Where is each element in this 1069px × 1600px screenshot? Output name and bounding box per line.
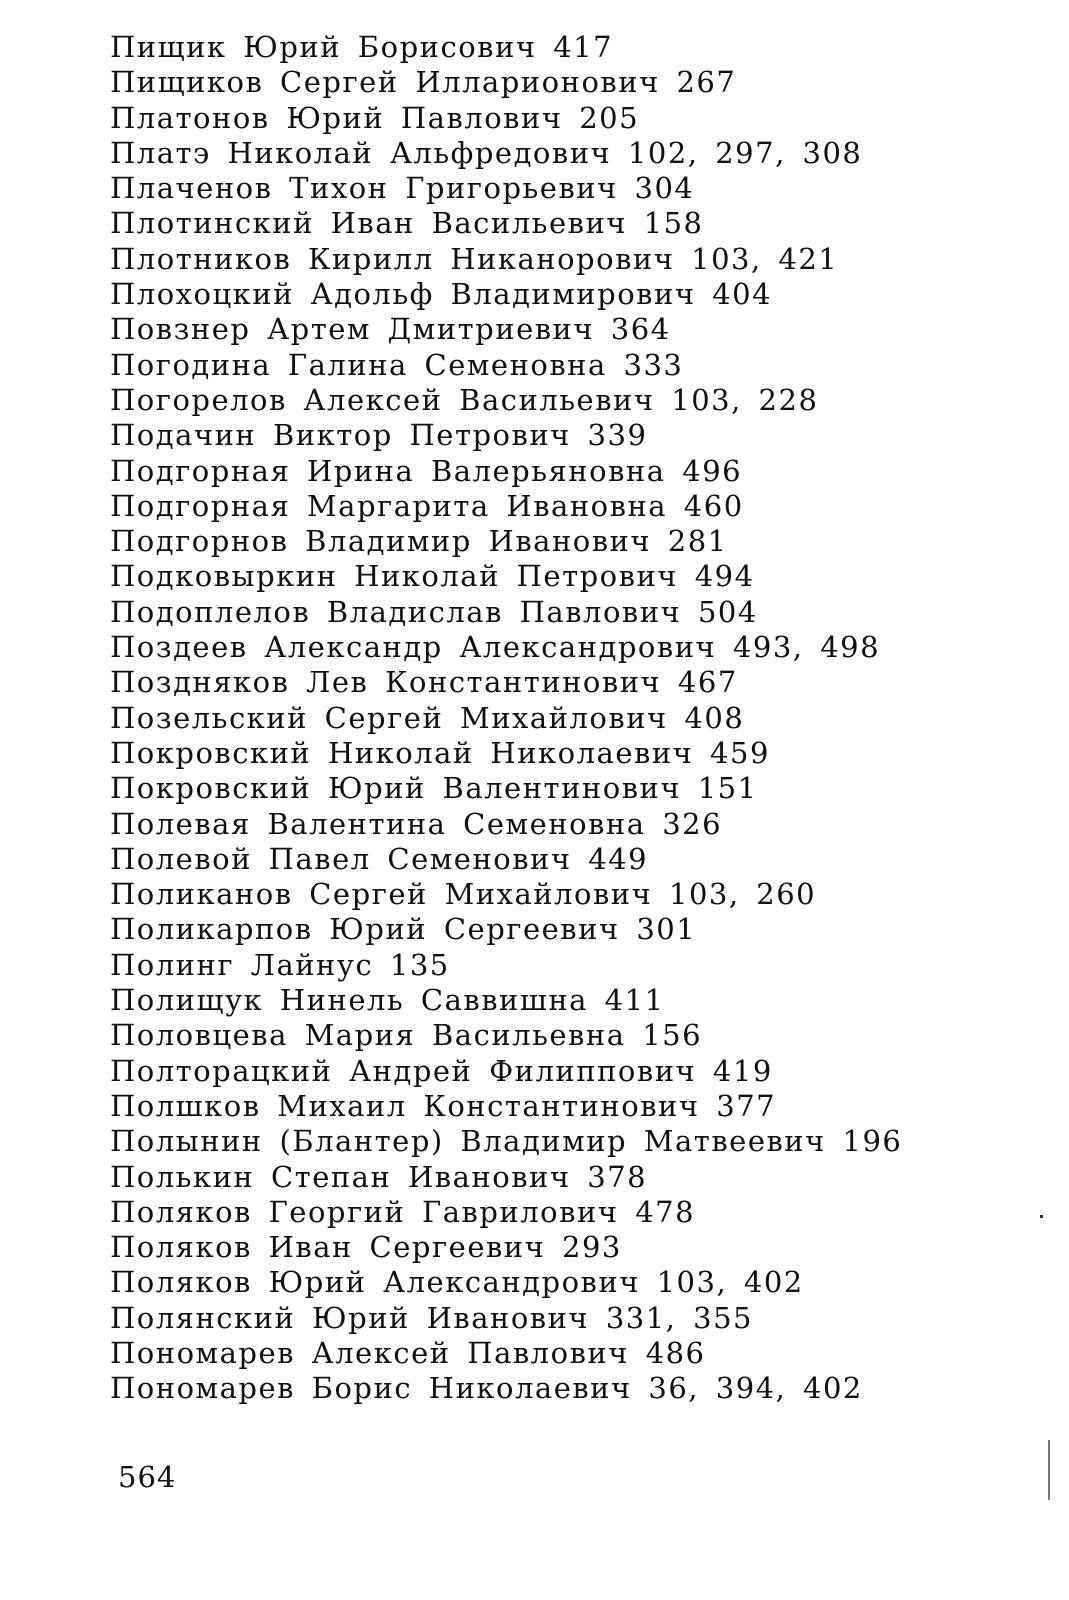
index-entry: Половцева Мария Васильевна 156 (110, 1018, 703, 1053)
index-entry: Покровский Юрий Валентинович 151 (110, 771, 758, 806)
index-entry: Поляков Иван Сергеевич 293 (110, 1230, 622, 1265)
scan-edge-line (1048, 1440, 1050, 1500)
index-entry: Полевая Валентина Семеновна 326 (110, 806, 723, 841)
index-entry: Пономарев Алексей Павлович 486 (110, 1335, 706, 1370)
index-entry: Плотников Кирилл Никанорович 103, 421 (110, 241, 839, 276)
index-entry: Полянский Юрий Иванович 331, 355 (110, 1300, 753, 1335)
index-entry: Плохоцкий Адольф Владимирович 404 (110, 277, 773, 312)
index-entry: Покровский Николай Николаевич 459 (110, 735, 770, 770)
index-entry: Пищик Юрий Борисович 417 (110, 30, 614, 64)
index-entry: Подоплелов Владислав Павлович 504 (110, 594, 758, 629)
index-entry: Поликарпов Юрий Сергеевич 301 (110, 912, 697, 947)
index-entry: Полшков Михаил Константинович 377 (110, 1088, 777, 1123)
index-entry: Подачин Виктор Петрович 339 (110, 418, 648, 453)
index-entry: Полькин Степан Иванович 378 (110, 1159, 648, 1194)
index-entry: Плаченов Тихон Григорьевич 304 (110, 171, 695, 206)
index-entry: Пищиков Сергей Илларионович 267 (110, 65, 737, 100)
index-entry: Поздняков Лев Константинович 467 (110, 665, 738, 700)
index-entry: Полинг Лайнус 135 (110, 947, 450, 982)
index-entry: Подгорная Ирина Валерьяновна 496 (110, 453, 743, 488)
index-entry: Повзнер Артем Дмитриевич 364 (110, 312, 671, 347)
index-entry: Поляков Юрий Александрович 103, 402 (110, 1265, 804, 1300)
index-entry: Подгорнов Владимир Иванович 281 (110, 524, 728, 559)
index-entry: Подгорная Маргарита Ивановна 460 (110, 488, 744, 523)
index-entry: Платэ Николай Альфредович 102, 297, 308 (110, 135, 863, 170)
index-entry: Полынин (Блантер) Владимир Матвеевич 196 (110, 1124, 903, 1159)
index-entry: Погодина Галина Семеновна 333 (110, 347, 684, 382)
name-index-list (110, 30, 1010, 1407)
index-entry: Платонов Юрий Павлович 205 (110, 100, 640, 135)
scan-speck (1040, 1215, 1043, 1218)
index-entry: Полторацкий Андрей Филиппович 419 (110, 1053, 773, 1088)
index-entry: Полевой Павел Семенович 449 (110, 841, 649, 876)
index-entry: Поздеев Александр Александрович 493, 498 (110, 630, 881, 665)
index-entry: Пономарев Борис Николаевич 36, 394, 402 (110, 1371, 863, 1406)
index-entry: Поляков Георгий Гаврилович 478 (110, 1194, 696, 1229)
index-entry: Позельский Сергей Михайлович 408 (110, 700, 745, 735)
index-entry: Плотинский Иван Васильевич 158 (110, 206, 704, 241)
index-entry: Поликанов Сергей Михайлович 103, 260 (110, 877, 817, 912)
index-entry: Полищук Нинель Саввишна 411 (110, 983, 665, 1018)
index-entry: Подковыркин Николай Петрович 494 (110, 559, 755, 594)
index-entry: Погорелов Алексей Васильевич 103, 228 (110, 382, 819, 417)
page-number: 564 (118, 1460, 177, 1494)
